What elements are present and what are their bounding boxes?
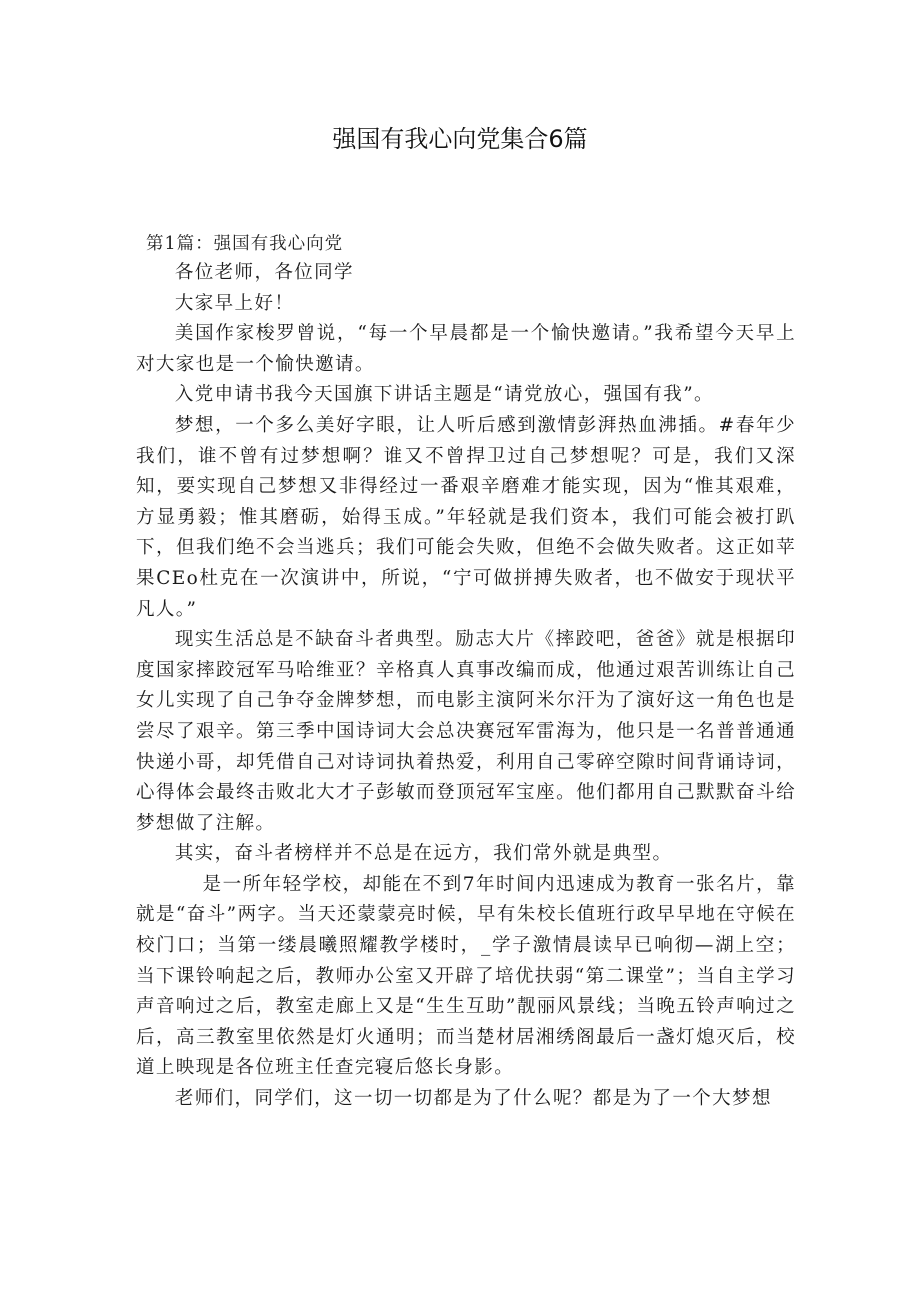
paragraph: 老师们，同学们，这一切一切都是为了什么呢？都是为了一个大梦想 [174, 1088, 772, 1110]
paragraph: 是一所年轻学校，却能在不到7年时间内迅速成为教育一张名片，靠就是“奋斗”两字。当天还蒙蒙亮时候，早有朱校长值班行政早早地在守候在校门口；当第一缕晨曦照耀教学楼时，_学子激情晨读早已响彻—湖上空；当下课铃响起之后，教师办公室又开辟了培优扶弱“第二课堂”；当自主学习声音响过之后，教室走廊上又是“生生互助”靓丽风景线；当晚五铃声响过之后，高三教室里依然是灯火通明；而当楚材居湘绣阁最后一盏灯熄灭后，校道上映现是各位班主任查完寝后悠长身影。 [136, 873, 796, 1079]
paragraph: 梦想，一个多么美好字眼，让人听后感到激情彭湃热血沸插。#春年少我们，谁不曾有过梦想啊？谁又不曾捍卫过自己梦想呢？可是，我们又深知，要实现自己梦想又非得经过一番艰辛磨难才能实现，因为“惟其艰难，方显勇毅；惟其磨砺，始得玉成。”年轻就是我们资本，我们可能会被打趴下，但我们绝不会当逃兵；我们可能会失败，但绝不会做失败者。这正如苹果CEo杜克在一次演讲中，所说，“宁可做拼搏失败者，也不做安于现状平凡人。” [136, 414, 796, 620]
paragraph: 现实生活总是不缺奋斗者典型。励志大片《摔跤吧，爸爸》就是根据印度国家摔跤冠军马哈维亚？辛格真人真事改编而成，他通过艰苦训练让自己女儿实现了自己争夺金牌梦想，而电影主演阿米尔汗为了演好这一角色也是尝尽了艰辛。第三季中国诗词大会总决赛冠军雷海为，他只是一名普普通通快递小哥，却凭借自己对诗词执着热爱，利用自己零碎空隙时间背诵诗词，心得体会最终击败北大才子彭敏而登顶冠军宝座。他们都用自己默默奋斗给梦想做了注解。 [136, 629, 796, 834]
paragraph: 入党申请书我今天国旗下讲话主题是“请党放心，强国有我”。 [174, 384, 714, 406]
section-heading: 第1篇：强国有我心向党 [146, 234, 344, 254]
document-title: 强国有我心向党集合6篇 [332, 125, 588, 153]
document-body [136, 258, 796, 1115]
paragraph: 各位老师，各位同学 [174, 262, 354, 283]
paragraph: 美国作家梭罗曾说，“每一个早晨都是一个愉快邀请。”我希望今天早上对大家也是一个愉快邀请。 [136, 323, 796, 375]
paragraph: 大家早上好！ [174, 292, 295, 314]
paragraph: 其实，奋斗者榜样并不总是在远方，我们常外就是典型。 [174, 843, 673, 865]
